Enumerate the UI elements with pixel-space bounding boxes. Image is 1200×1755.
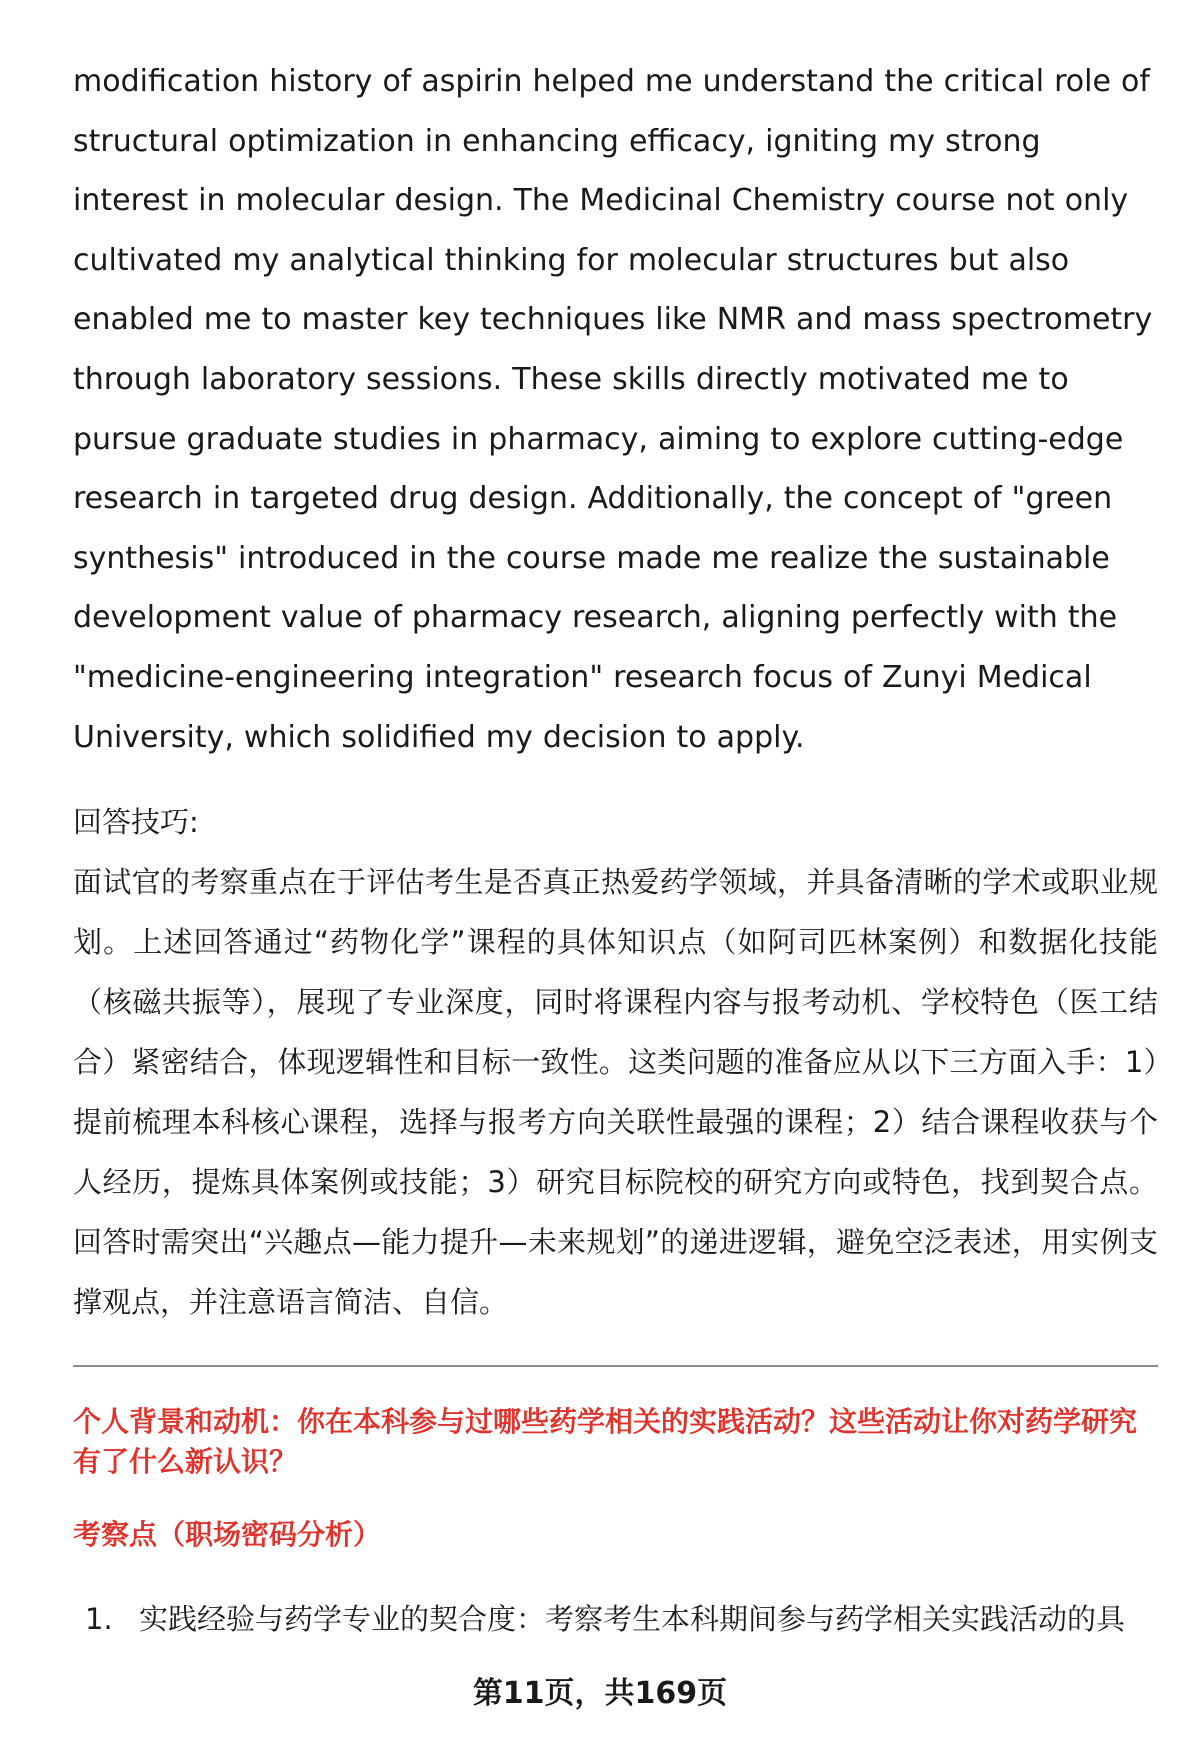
list-item-number: 1. (85, 1602, 113, 1637)
list-item (73, 1594, 1158, 1644)
answer-paragraph: modification history of aspirin helped me understand the critical role of structural optimization in enhancing efficacy, igniting my strong interest in molecular design. The Medicinal Chemistry course not only cultivated my analytical thinking for molecular structures but also enabled me to master key techniques like NMR and mass spectrometry through laboratory sessions. These skills directly motivated me to pursue graduate studies in pharmacy, aiming to explore cutting-edge research in targeted drug design. Additionally, the concept of "green synthesis" introduced in the course made me realize the sustainable development value of pharmacy research, aligning perfectly with the "medicine-engineering integration" research focus of Zunyi Medical University, which solidified my decision to apply. (73, 64, 1153, 755)
section-divider (73, 1365, 1158, 1367)
page-content (73, 52, 1158, 1644)
tips-label: 回答技巧: (73, 805, 199, 840)
tips-paragraph: 面试官的考察重点在于评估考生是否真正热爱药学领域，并具备清晰的学术或职业规划。上述回答通过“药物化学”课程的具体知识点（如阿司匹林案例）和数据化技能（核磁共振等），展现了专业深度，同时将课程内容与报考动机、学校特色（医工结合）紧密结合，体现逻辑性和目标一致性。这类问题的准备应从以下三方面入手：1）提前梳理本科核心课程，选择与报考方向关联性最强的课程；2）结合课程收获与个人经历，提炼具体案例或技能；3）研究目标院校的研究方向或特色，找到契合点。回答时需突出“兴趣点—能力提升—未来规划”的递进逻辑，避免空泛表述，用实例支撑观点，并注意语言简洁、自信。 (73, 865, 1158, 1320)
list-item-text: 实践经验与药学专业的契合度：考察考生本科期间参与药学相关实践活动的具 (139, 1602, 1126, 1637)
question-heading: 个人背景和动机：你在本科参与过哪些药学相关的实践活动？这些活动让你对药学研究有了什么新认识？ (73, 1405, 1138, 1479)
exam-points-heading: 考察点（职场密码分析） (73, 1518, 382, 1552)
page-footer: 第11页，共169页 (472, 1676, 728, 1711)
